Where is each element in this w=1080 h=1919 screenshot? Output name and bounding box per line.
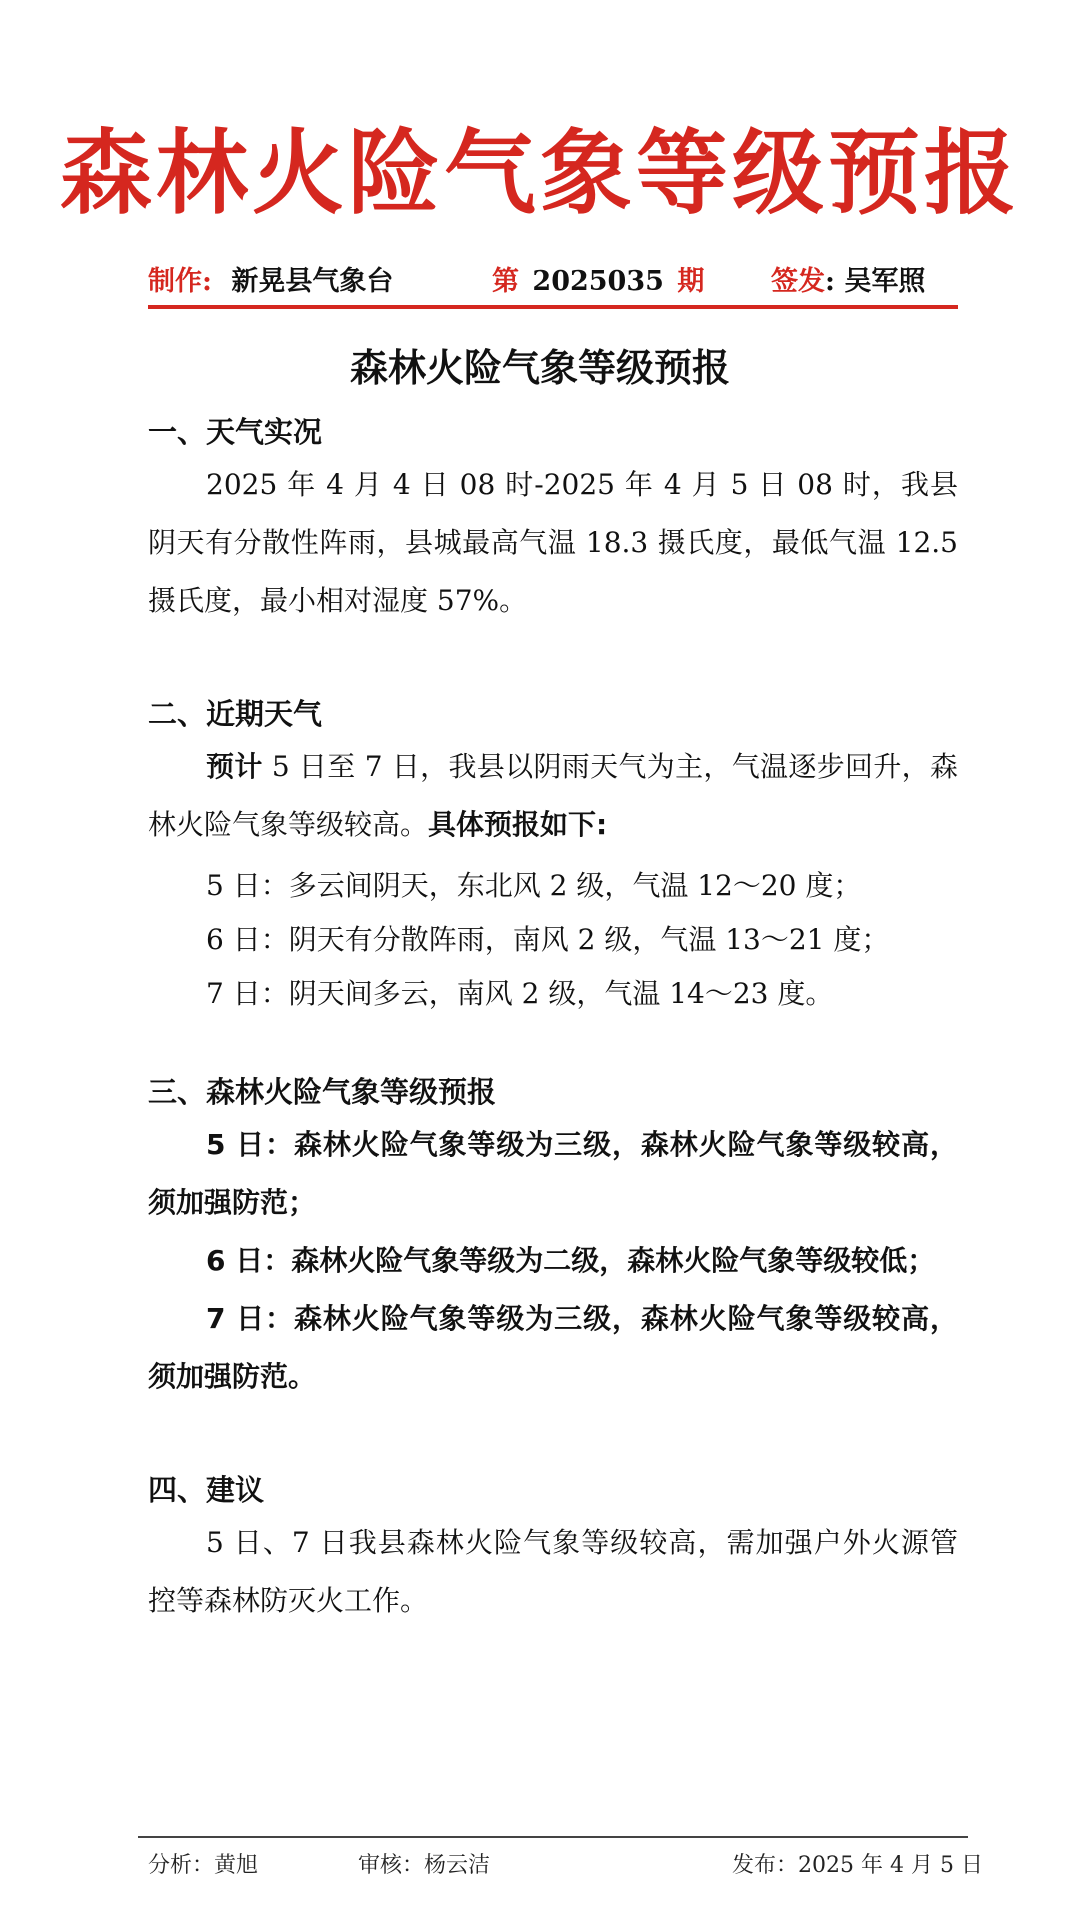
- footer-reviewer: 审核：杨云洁: [358, 1853, 491, 1878]
- section-1-text: 2025 年 4 月 4 日 08 时-2025 年 4 月 5 日 08 时，我县阴天有分散性阵雨，县城最高气温 18.3 摄氏度，最低气温 12.5 摄氏度，最小相对湿度 57%。: [148, 468, 958, 617]
- footer-release: 发布：2025 年 4 月 5 日: [732, 1853, 983, 1878]
- section-4-heading: 四、建议: [148, 1473, 265, 1507]
- section-2-intro-body: 5 日至 7 日，我县以阴雨天气为主，气温逐步回升，森林火险气象等级较高。: [148, 750, 958, 841]
- section-3-day5: 5 日：森林火险气象等级为三级，森林火险气象等级较高，须加强防范；: [148, 1128, 958, 1219]
- issue-number: 2025035: [532, 266, 664, 297]
- section-3-heading: 三、森林火险气象等级预报: [148, 1075, 497, 1109]
- producer-info: [148, 262, 393, 302]
- signer-info: [771, 262, 925, 302]
- section-2-intro-lead: 预计: [206, 750, 263, 783]
- issue-suffix: 期: [677, 266, 705, 297]
- issue-info: [492, 262, 704, 302]
- signer-value: : 吴军照: [825, 266, 926, 297]
- footer-divider: [138, 1836, 968, 1838]
- producer-value: 新晃县气象台: [231, 266, 394, 297]
- section-2-intro: [148, 738, 958, 854]
- section-2-day7: 7 日：阴天间多云，南风 2 级，气温 14～23 度。: [206, 977, 834, 1010]
- section-2-day6: 6 日：阴天有分散阵雨，南风 2 级，气温 13～21 度；: [206, 923, 890, 956]
- section-3-day6: 6 日：森林火险气象等级为二级，森林火险气象等级较低；: [206, 1244, 936, 1277]
- section-2-heading: 二、近期天气: [148, 697, 323, 731]
- document-title: 森林火险气象等级预报: [349, 346, 730, 390]
- section-2-intro-tail: 具体预报如下:: [428, 808, 608, 841]
- footer-analyst: 分析：黄旭: [148, 1853, 259, 1878]
- signer-label: 签发: [771, 266, 825, 297]
- section-4-text: 5 日、7 日我县森林火险气象等级较高，需加强户外火源管控等森林防灭火工作。: [148, 1526, 958, 1617]
- section-3-day7: 7 日：森林火险气象等级为三级，森林火险气象等级较高，须加强防范。: [148, 1302, 958, 1393]
- header-divider: [148, 305, 958, 309]
- issue-prefix: 第: [492, 266, 519, 297]
- section-1-heading: 一、天气实况: [148, 415, 323, 449]
- producer-label: 制作:: [148, 266, 212, 297]
- masthead-title: 森林火险气象等级预报: [59, 119, 1020, 227]
- section-2-day5: 5 日：多云间阴天，东北风 2 级，气温 12～20 度；: [206, 869, 862, 902]
